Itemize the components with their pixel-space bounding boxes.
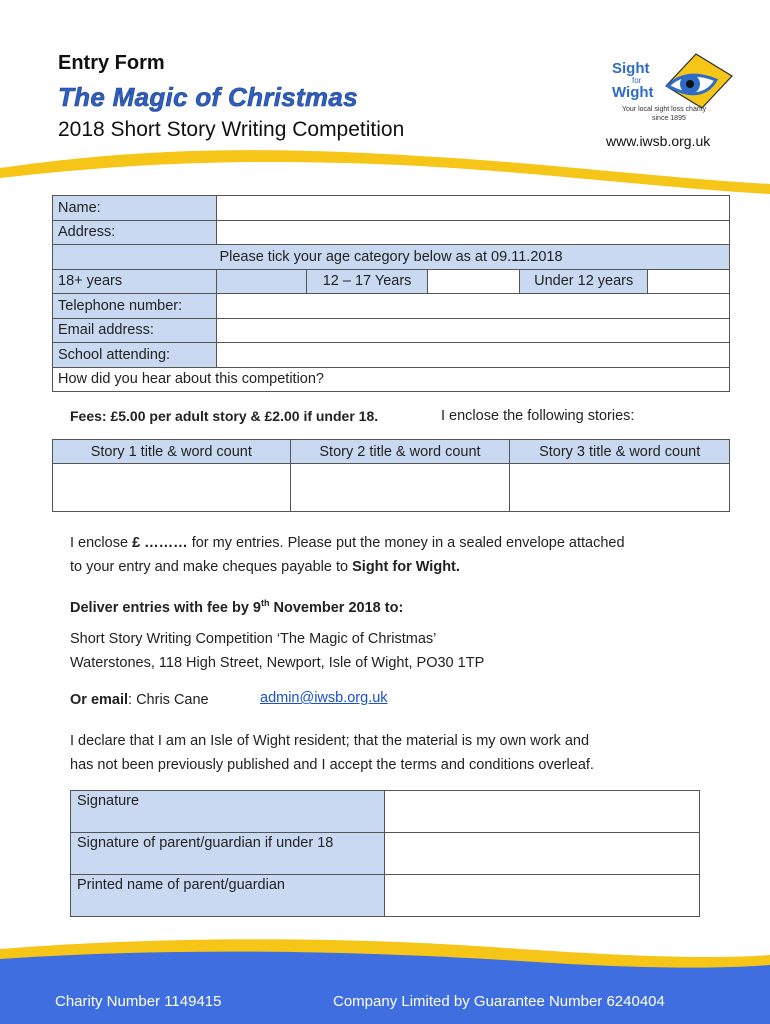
- declaration: [70, 729, 594, 777]
- email-link[interactable]: admin@iwsb.org.uk: [260, 690, 388, 706]
- age-12-17-label: 12 – 17 Years: [306, 269, 428, 294]
- story-2-field[interactable]: [290, 464, 510, 512]
- age-18-plus-tick[interactable]: [216, 269, 306, 294]
- logo-tagline: Your local sight loss charity: [622, 106, 707, 113]
- parent-name-field[interactable]: [384, 875, 699, 917]
- payment-amount: £ ………: [132, 535, 188, 551]
- age-18-plus-label: 18+ years: [53, 269, 217, 294]
- story-1-header: Story 1 title & word count: [53, 440, 291, 464]
- age-12-17-tick[interactable]: [428, 269, 520, 294]
- name-label: Name:: [53, 196, 217, 221]
- entry-form-heading: Entry Form: [58, 52, 165, 74]
- signature-label: Signature: [71, 791, 385, 833]
- delivery-heading: [70, 591, 403, 620]
- signature-table: [70, 790, 700, 917]
- email-field[interactable]: [216, 318, 729, 343]
- delivery-address-line-1: Short Story Writing Competition ‘The Magic of Christmas’: [70, 631, 437, 647]
- address-label: Address:: [53, 220, 217, 245]
- signature-field[interactable]: [384, 791, 699, 833]
- stories-table: [52, 439, 730, 512]
- payee-name: Sight for Wight.: [352, 559, 460, 575]
- story-1-field[interactable]: [53, 464, 291, 512]
- email-line: [70, 688, 209, 712]
- contact-name: : Chris Cane: [128, 692, 209, 708]
- logo-text-wight: Wight: [612, 84, 654, 101]
- parent-name-label: Printed name of parent/guardian: [71, 875, 385, 917]
- address-field[interactable]: [216, 220, 729, 245]
- age-under-12-tick[interactable]: [648, 269, 730, 294]
- hear-about-competition-field[interactable]: How did you hear about this competition?: [53, 367, 730, 392]
- telephone-field[interactable]: [216, 294, 729, 319]
- declaration-line-1: I declare that I am an Isle of Wight resident; that the material is my own work and: [70, 733, 590, 749]
- parent-signature-field[interactable]: [384, 833, 699, 875]
- payment-line-2: [70, 555, 625, 579]
- or-email-label: Or email: [70, 692, 129, 708]
- age-under-12-label: Under 12 years: [520, 269, 648, 294]
- competition-title: The Magic of Christmas: [58, 82, 358, 112]
- website-url: www.iwsb.org.uk: [606, 133, 711, 149]
- delivery-address-line-2: Waterstones, 118 High Street, Newport, Isle of Wight, PO30 1TP: [70, 655, 485, 671]
- school-field[interactable]: [216, 343, 729, 368]
- logo-since: since 1895: [652, 115, 686, 122]
- sight-for-wight-logo: [604, 46, 736, 128]
- declaration-line-2: has not been previously published and I accept the terms and conditions overleaf.: [70, 757, 594, 773]
- logo-text-for: for: [632, 76, 642, 85]
- entry-details-table: [52, 195, 730, 392]
- name-field[interactable]: [216, 196, 729, 221]
- payment-line-1: [70, 531, 625, 555]
- delivery-heading-a: Deliver entries with fee by 9: [70, 599, 261, 616]
- age-category-instruction: Please tick your age category below as at 09.11.2018: [53, 245, 730, 270]
- delivery-heading-sup: th: [261, 598, 270, 608]
- payment-paragraph: [70, 531, 625, 579]
- telephone-label: Telephone number:: [53, 294, 217, 319]
- logo-text-sight: Sight: [612, 60, 650, 77]
- story-2-header: Story 2 title & word count: [290, 440, 510, 464]
- delivery-heading-b: November 2018 to:: [269, 599, 404, 616]
- company-number: Company Limited by Guarantee Number 6240404: [333, 993, 665, 1010]
- email-label: Email address:: [53, 318, 217, 343]
- parent-signature-label: Signature of parent/guardian if under 18: [71, 833, 385, 875]
- payment-text-b: for my entries. Please put the money in a sealed envelope attached: [187, 535, 625, 551]
- payment-text-a: I enclose: [70, 535, 133, 551]
- charity-number: Charity Number 1149415: [55, 993, 222, 1010]
- story-3-header: Story 3 title & word count: [510, 440, 730, 464]
- footer-wave-decoration: [0, 935, 770, 1024]
- fees-bold: Fees: £5.00 per adult story & £2.00 if under 18.: [70, 408, 379, 424]
- school-label: School attending:: [53, 343, 217, 368]
- enclose-stories-text: I enclose the following stories:: [441, 408, 635, 424]
- header-wave-decoration: [0, 140, 770, 200]
- payment-text-c: to your entry and make cheques payable to: [70, 559, 353, 575]
- story-3-field[interactable]: [510, 464, 730, 512]
- competition-subtitle: 2018 Short Story Writing Competition: [58, 118, 405, 141]
- delivery-address: [70, 627, 484, 675]
- fees-text: [70, 408, 378, 424]
